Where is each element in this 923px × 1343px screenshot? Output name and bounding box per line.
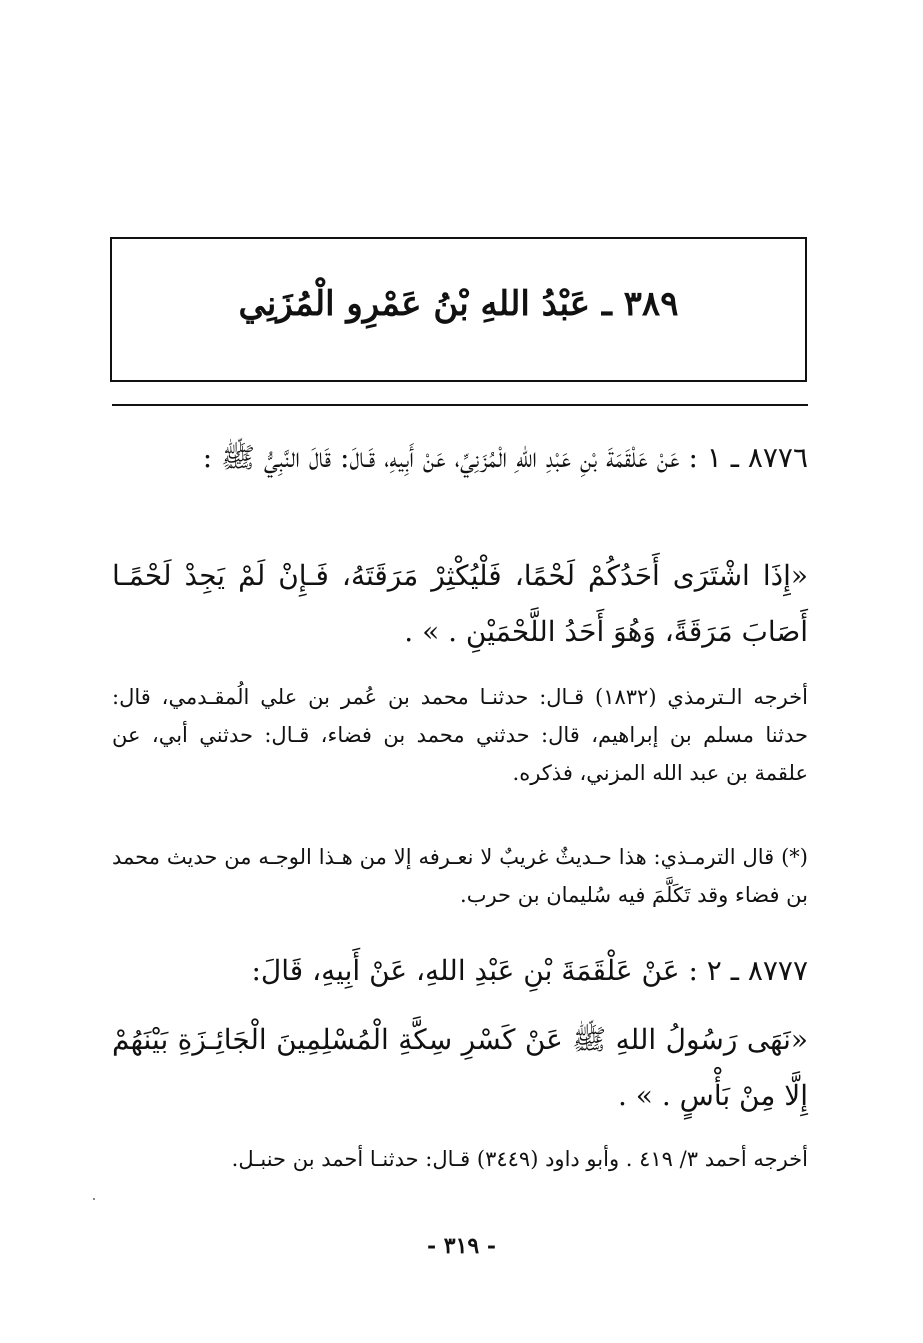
separator-rule [112,404,808,406]
hadith-8776-text: «إِذَا اشْتَرَى أَحَدُكُمْ لَحْمًا، فَلْيُكْثِرْ مَرَقَتَهُ، فَـإِنْ لَمْ يَجِدْ لَحْمًـا أَصَابَ مَرَقَةً، وَهُوَ أَحَدُ اللَّحْمَيْنِ . » . [112,559,808,648]
page-number: - ٣١٩ - [426,1233,497,1259]
title-frame [110,237,807,382]
hadith-8776-commentary: (*) قال الترمـذي: هذا حـديثٌ غريبٌ لا نعـرفه إلا من هـذا الوجـه من حديث محمد بن فضاء وقد تَكَلَّمَ فيه سُليمان بن حرب. [112,845,808,907]
chapter-title: ٣٨٩ ـ عَبْدُ اللهِ بْنُ عَمْرِو الْمُزَنِي [238,284,679,324]
scan-speck [93,1198,95,1200]
hadith-8777-takhrij: أخرجه أحمد ٣/ ٤١٩ . وأبو داود (٣٤٤٩) قـال: حدثنـا أحمد بن حنبـل. [231,1147,808,1171]
hadith-8776-takhrij: أخرجه الـترمذي (١٨٣٢) قـال: حدثنـا محمد بن عُمر بن علي الُمقـدمي، قال: حدثنا مسلم بن إبراهيم، قال: حدثني محمد بن فضاء، قـال: حدثني أبي، عن علقمة بن عبد الله المزني، فذكره. [112,685,808,785]
hadith-8777-intro: ٨٧٧٧ ـ ٢ : عَنْ عَلْقَمَةَ بْنِ عَبْدِ اللهِ، عَنْ أَبِيهِ، قَالَ: [251,954,808,987]
hadith-8777-text: «نَهَى رَسُولُ اللهِ ﷺ عَنْ كَسْرِ سِكَّةِ الْمُسْلِمِينَ الْجَائِـزَةِ بَيْنَهُمْ إِلَّا مِنْ بَأْسٍ . » . [112,1023,808,1112]
hadith-8776-intro: ٨٧٧٦ ـ ١ : عَنْ عَلْقَمَةَ بْنِ عَبْدِ اللهِ الْمُزَنِيِّ، عَنْ أَبِيهِ، قَـالَ: قَالَ النَّبِيُّ ﷺ : [202,441,808,474]
